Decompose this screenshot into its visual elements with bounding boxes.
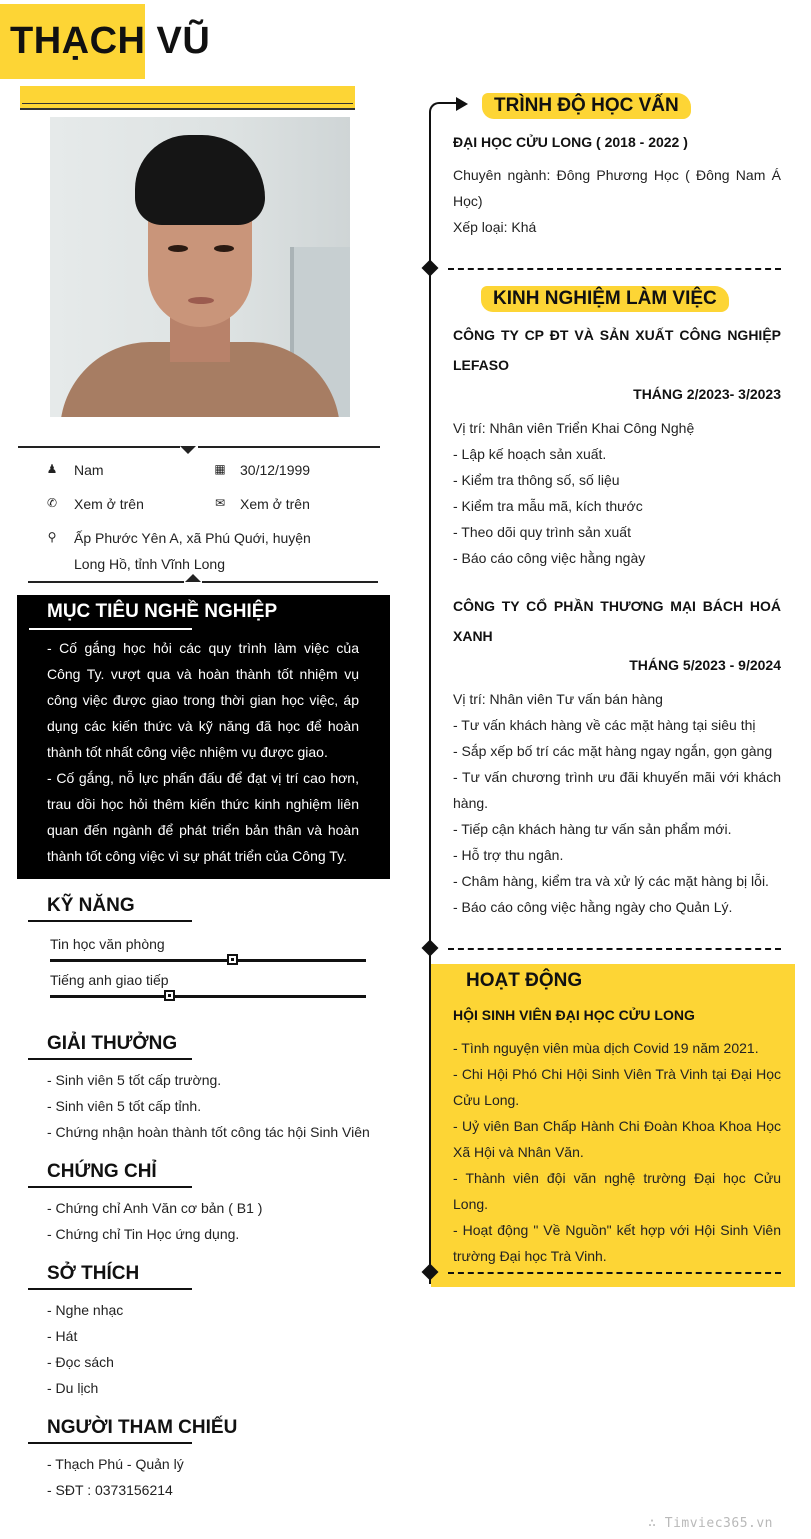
hobbies-title: SỞ THÍCH [47,1263,140,1284]
career-objective-section [17,595,390,879]
certificates-title-underline [28,1186,192,1188]
job-details: Vị trí: Nhân viên Triển Khai Công Nghệ - Lập kế hoạch sản xuất. - Kiểm tra thông số, số liệu - Kiểm tra mẫu mã, kích thước - Theo dõi quy trình sản xuất - Báo cáo công việc hằng ngày [453,420,695,566]
hobby-item: - Du lịch [47,1380,99,1396]
certificate-item: - Chứng chỉ Anh Văn cơ bản ( B1 ) [47,1200,263,1216]
timeline-arrow-icon [456,97,468,111]
education-title: TRÌNH ĐỘ HỌC VẤN [482,93,691,119]
activities-org: HỘI SINH VIÊN ĐẠI HỌC CỬU LONG [453,1007,695,1023]
skill-level-handle [227,954,238,965]
job-period: THÁNG 2/2023- 3/2023 [633,386,781,402]
calendar-icon: ▦ [214,462,226,476]
activities-title: HOẠT ĐỘNG [466,970,583,991]
section-dashed-divider [448,268,781,270]
section-dashed-divider [448,948,781,950]
references-title: NGƯỜI THAM CHIẾU [47,1417,238,1438]
birthday-value: 30/12/1999 [240,462,311,478]
skill-label: Tiếng anh giao tiếp [50,972,169,988]
award-item: - Chứng nhận hoàn thành tốt công tác hội Sinh Viên [47,1124,370,1140]
timeline-line [429,112,431,1284]
timeline-diamond [422,260,439,277]
name-underline-bar [20,86,355,110]
awards-title: GIẢI THƯỞNG [47,1033,178,1054]
phone-value: Xem ở trên [74,496,144,512]
objective-title: MỤC TIÊU NGHỀ NGHIỆP [47,601,278,622]
map-marker-icon: ⚲ [47,530,57,544]
education-major: Chuyên ngành: Đông Phương Học ( Đông Nam Á Học) [453,167,781,209]
activities-details: - Tình nguyện viên mùa dịch Covid 19 năm 2021. - Chi Hội Phó Chi Hội Sinh Viên Trà Vinh tại Đại Học Cửu Long. - Uỷ viên Ban Chấp Hành Chi Đoàn Khoa Khoa Học Xã Hội và Nhân Văn. - Thành viên đội văn nghệ trường Đại học Cửu Long. - Hoạt động " Về Nguồn" kết hợp với Hội Sinh Viên trường Đại học Trà Vinh. [453,1040,781,1264]
info-bottom-line-left [28,581,184,583]
reference-item: - Thạch Phú - Quản lý [47,1456,184,1472]
email-icon: ✉ [214,496,226,510]
watermark [648,1516,773,1531]
job-company: CÔNG TY CP ĐT VÀ SẢN XUẤT CÔNG NGHIỆP LEFASO [453,327,781,373]
hobby-item: - Nghe nhạc [47,1302,124,1318]
skill-bar [50,995,366,998]
education-rank: Xếp loại: Khá [453,219,537,235]
divider-arrow-down [180,446,196,454]
award-item: - Sinh viên 5 tốt cấp trường. [47,1072,222,1088]
job-details: Vị trí: Nhân viên Tư vấn bán hàng - Tư vấn khách hàng về các mặt hàng tại siêu thị - Sắp xếp bố trí các mặt hàng ngay ngắn, gọn gàng - Tư vấn chương trình ưu đãi khuyến mãi với khách hàng. - Tiếp cận khách hàng tư vấn sản phẩm mới. - Hỗ trợ thu ngân. - Châm hàng, kiểm tra và xử lý các mặt hàng bị lỗi. - Báo cáo công việc hằng ngày cho Quản Lý. [453,691,781,915]
watermark-dots-icon: ∴ [648,1516,657,1531]
education-school: ĐẠI HỌC CỬU LONG ( 2018 - 2022 ) [453,134,688,150]
email-value: Xem ở trên [240,496,310,512]
watermark-text: Timviec365.vn [664,1516,773,1531]
job-period: THÁNG 5/2023 - 9/2024 [629,657,781,673]
skill-bar [50,959,366,962]
hobby-item: - Hát [47,1328,78,1344]
info-top-line-right [198,446,380,448]
skills-title: KỸ NĂNG [47,895,135,916]
info-top-line-left [18,446,180,448]
objective-title-underline [29,628,192,630]
phone-icon: ✆ [46,496,58,510]
last-name: VŨ [156,20,211,62]
certificates-title: CHỨNG CHỈ [47,1161,157,1182]
address-value: Ấp Phước Yên A, xã Phú Quới, huyện Long Hồ, tỉnh Vĩnh Long [74,530,311,572]
timeline-corner [429,102,459,114]
certificate-item: - Chứng chỉ Tin Học ứng dụng. [47,1226,240,1242]
candidate-name [10,20,210,63]
profile-photo [50,117,350,417]
experience-title: KINH NGHIỆM LÀM VIỆC [481,286,729,312]
gender-value: Nam [74,462,104,478]
first-name: THẠCH [10,20,146,62]
skill-label: Tin học văn phòng [50,936,165,952]
timeline-diamond [422,940,439,957]
user-icon: ♟ [46,462,58,476]
skills-title-underline [28,920,192,922]
award-item: - Sinh viên 5 tốt cấp tỉnh. [47,1098,202,1114]
section-dashed-divider [448,1272,781,1274]
references-title-underline [28,1442,192,1444]
objective-text: - Cố gắng học hỏi các quy trình làm việc của Công Ty. vượt qua và hoàn thành tốt nhiệm vụ công việc được giao trong thời gian học việc, áp dụng các kiến thức và kỹ năng đã học để hoàn thành tốt nhất công việc nhiệm vụ được giao. - Cố gắng, nỗ lực phấn đấu để đạt vị trí cao hơn, trau dồi học hỏi thêm kiến thức kinh nghiệm liên quan đến ngành để phát triển bản thân và hoàn thành tốt công việc vì sự phát triển của Công Ty. [47,640,359,864]
divider-arrow-up [185,574,201,582]
reference-item: - SĐT : 0373156214 [47,1482,173,1498]
awards-title-underline [28,1058,192,1060]
skill-level-handle [164,990,175,1001]
hobby-item: - Đọc sách [47,1354,114,1370]
job-company: CÔNG TY CỔ PHẦN THƯƠNG MẠI BÁCH HOÁ XANH [453,598,781,644]
hobbies-title-underline [28,1288,192,1290]
info-bottom-line-right [202,581,378,583]
